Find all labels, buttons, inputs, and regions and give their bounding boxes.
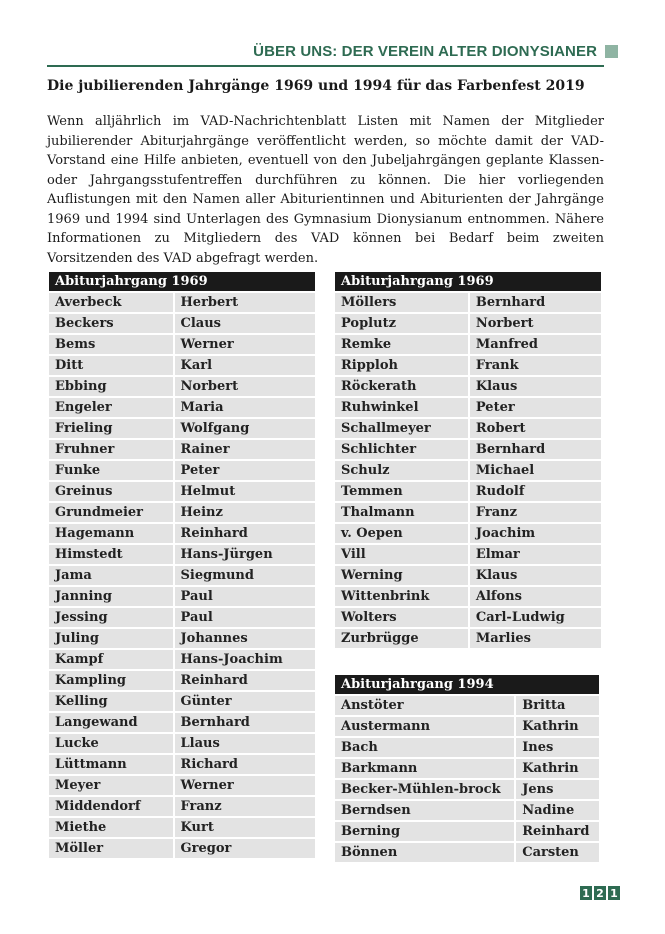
- table-row: [49, 713, 315, 732]
- table-row: [335, 801, 599, 820]
- last-name-cell: Fruhner: [49, 440, 175, 459]
- table-row: [335, 314, 601, 333]
- first-name-cell: Franz: [470, 503, 601, 522]
- table-row: [335, 503, 601, 522]
- page-digit: 1: [580, 886, 592, 900]
- table-row: [335, 293, 601, 312]
- first-name-cell: Peter: [175, 461, 315, 480]
- table-row: [49, 755, 315, 774]
- first-name-cell: Maria: [175, 398, 315, 417]
- table-row: [49, 356, 315, 375]
- first-name-cell: Bernhard: [470, 293, 601, 312]
- page-digit: 2: [594, 886, 606, 900]
- last-name-cell: Ditt: [49, 356, 175, 375]
- last-name-cell: Jama: [49, 566, 175, 585]
- last-name-cell: Averbeck: [49, 293, 175, 312]
- table-row: [335, 440, 601, 459]
- last-name-cell: Miethe: [49, 818, 175, 837]
- last-name-cell: Schallmeyer: [335, 419, 470, 438]
- first-name-cell: Britta: [516, 696, 599, 715]
- first-name-cell: Kathrin: [516, 759, 599, 778]
- last-name-cell: Remke: [335, 335, 470, 354]
- article-title: Die jubilierenden Jahrgänge 1969 und 1994 für das Farbenfest 2019: [47, 78, 585, 94]
- last-name-cell: Beckers: [49, 314, 175, 333]
- table-row: [49, 524, 315, 543]
- section-header: [253, 43, 618, 60]
- last-name-cell: Bönnen: [335, 843, 516, 862]
- table-row: [49, 398, 315, 417]
- first-name-cell: Manfred: [470, 335, 601, 354]
- first-name-cell: Llaus: [175, 734, 315, 753]
- table-heading: Abiturjahrgang 1969: [49, 272, 315, 291]
- table-row: [49, 293, 315, 312]
- last-name-cell: Möller: [49, 839, 175, 858]
- last-name-cell: Lucke: [49, 734, 175, 753]
- first-name-cell: Werner: [175, 776, 315, 795]
- first-name-cell: Klaus: [470, 566, 601, 585]
- table-row: [49, 545, 315, 564]
- header-rule: [47, 65, 604, 67]
- first-name-cell: Reinhard: [175, 524, 315, 543]
- table-row: [335, 398, 601, 417]
- table-row: [335, 717, 599, 736]
- last-name-cell: Jessing: [49, 608, 175, 627]
- table-heading: Abiturjahrgang 1969: [335, 272, 601, 291]
- table-row: [335, 780, 599, 799]
- header-square-marker: [605, 45, 618, 58]
- first-name-cell: Elmar: [470, 545, 601, 564]
- first-name-cell: Bernhard: [470, 440, 601, 459]
- last-name-cell: Anstöter: [335, 696, 516, 715]
- table-row: [335, 759, 599, 778]
- last-name-cell: Greinus: [49, 482, 175, 501]
- first-name-cell: Claus: [175, 314, 315, 333]
- table-row: [335, 738, 599, 757]
- last-name-cell: Vill: [335, 545, 470, 564]
- last-name-cell: Schulz: [335, 461, 470, 480]
- last-name-cell: v. Oepen: [335, 524, 470, 543]
- last-name-cell: Hagemann: [49, 524, 175, 543]
- first-name-cell: Jens: [516, 780, 599, 799]
- table-row: [49, 734, 315, 753]
- table-row: [335, 461, 601, 480]
- first-name-cell: Carsten: [516, 843, 599, 862]
- last-name-cell: Zurbrügge: [335, 629, 470, 648]
- last-name-cell: Thalmann: [335, 503, 470, 522]
- table-heading: Abiturjahrgang 1994: [335, 675, 599, 694]
- last-name-cell: Grundmeier: [49, 503, 175, 522]
- first-name-cell: Rudolf: [470, 482, 601, 501]
- page-digit: 1: [608, 886, 620, 900]
- table-row: [49, 377, 315, 396]
- last-name-cell: Austermann: [335, 717, 516, 736]
- table-row: [335, 843, 599, 862]
- first-name-cell: Michael: [470, 461, 601, 480]
- table-row: [49, 776, 315, 795]
- last-name-cell: Meyer: [49, 776, 175, 795]
- table-row: [335, 566, 601, 585]
- first-name-cell: Carl-Ludwig: [470, 608, 601, 627]
- table-row: [49, 797, 315, 816]
- last-name-cell: Becker-Mühlen-brock: [335, 780, 516, 799]
- first-name-cell: Siegmund: [175, 566, 315, 585]
- first-name-cell: Kurt: [175, 818, 315, 837]
- last-name-cell: Funke: [49, 461, 175, 480]
- first-name-cell: Nadine: [516, 801, 599, 820]
- last-name-cell: Bach: [335, 738, 516, 757]
- first-name-cell: Paul: [175, 587, 315, 606]
- last-name-cell: Temmen: [335, 482, 470, 501]
- first-name-cell: Peter: [470, 398, 601, 417]
- table-row: [49, 566, 315, 585]
- last-name-cell: Wolters: [335, 608, 470, 627]
- first-name-cell: Norbert: [470, 314, 601, 333]
- table-row: [49, 419, 315, 438]
- last-name-cell: Ebbing: [49, 377, 175, 396]
- first-name-cell: Rainer: [175, 440, 315, 459]
- last-name-cell: Bems: [49, 335, 175, 354]
- name-table-1969-a: [49, 270, 315, 860]
- first-name-cell: Bernhard: [175, 713, 315, 732]
- section-title: ÜBER UNS: DER VEREIN ALTER DIONYSIANER: [253, 43, 597, 60]
- last-name-cell: Frieling: [49, 419, 175, 438]
- table-row: [49, 482, 315, 501]
- first-name-cell: Paul: [175, 608, 315, 627]
- table-row: [49, 671, 315, 690]
- table-row: [49, 461, 315, 480]
- table-row: [335, 524, 601, 543]
- table-row: [49, 335, 315, 354]
- last-name-cell: Engeler: [49, 398, 175, 417]
- first-name-cell: Ines: [516, 738, 599, 757]
- first-name-cell: Karl: [175, 356, 315, 375]
- table-row: [49, 608, 315, 627]
- last-name-cell: Kampf: [49, 650, 175, 669]
- last-name-cell: Röckerath: [335, 377, 470, 396]
- table-row: [335, 419, 601, 438]
- first-name-cell: Klaus: [470, 377, 601, 396]
- first-name-cell: Wolfgang: [175, 419, 315, 438]
- last-name-cell: Ruhwinkel: [335, 398, 470, 417]
- last-name-cell: Janning: [49, 587, 175, 606]
- table-row: [335, 482, 601, 501]
- first-name-cell: Heinz: [175, 503, 315, 522]
- table-row: [49, 839, 315, 858]
- table-row: [49, 587, 315, 606]
- table-row: [49, 818, 315, 837]
- table-row: [335, 696, 599, 715]
- table-row: [49, 650, 315, 669]
- article-intro: Wenn alljährlich im VAD-Nachrichtenblatt Listen mit Namen der Mitglieder jubilierender Abiturjahrgänge veröffentlicht werden, so möchte damit der VAD-Vorstand eine Hilfe anbieten, eventuell von den Jubeljahrgängen geplante Klassen- oder Jahrgangsstufentreffen durchführen zu können. Die hier vorliegenden Auflistungen mit den Namen aller Abiturientinnen und Abiturienten der Jahrgänge 1969 und 1994 sind Unterlagen des Gymnasium Dionysianum entnommen. Nähere Informationen zu Mitgliedern des VAD können bei Bedarf beim zweiten Vorsitzenden des VAD abgefragt werden.: [47, 114, 604, 266]
- first-name-cell: Johannes: [175, 629, 315, 648]
- first-name-cell: Gregor: [175, 839, 315, 858]
- first-name-cell: Werner: [175, 335, 315, 354]
- last-name-cell: Juling: [49, 629, 175, 648]
- name-table-1994: [335, 673, 599, 864]
- last-name-cell: Kelling: [49, 692, 175, 711]
- first-name-cell: Reinhard: [175, 671, 315, 690]
- table-row: [49, 440, 315, 459]
- first-name-cell: Hans-Joachim: [175, 650, 315, 669]
- table-row: [49, 314, 315, 333]
- table-row: [49, 629, 315, 648]
- table-row: [335, 608, 601, 627]
- last-name-cell: Berndsen: [335, 801, 516, 820]
- first-name-cell: Franz: [175, 797, 315, 816]
- last-name-cell: Werning: [335, 566, 470, 585]
- table-row: [335, 356, 601, 375]
- last-name-cell: Berning: [335, 822, 516, 841]
- first-name-cell: Frank: [470, 356, 601, 375]
- first-name-cell: Reinhard: [516, 822, 599, 841]
- first-name-cell: Joachim: [470, 524, 601, 543]
- first-name-cell: Alfons: [470, 587, 601, 606]
- last-name-cell: Poplutz: [335, 314, 470, 333]
- table-row: [335, 587, 601, 606]
- first-name-cell: Richard: [175, 755, 315, 774]
- table-row: [335, 629, 601, 648]
- table-row: [49, 692, 315, 711]
- last-name-cell: Middendorf: [49, 797, 175, 816]
- table-row: [49, 503, 315, 522]
- last-name-cell: Kampling: [49, 671, 175, 690]
- table-row: [335, 822, 599, 841]
- first-name-cell: Helmut: [175, 482, 315, 501]
- first-name-cell: Marlies: [470, 629, 601, 648]
- table-row: [335, 335, 601, 354]
- first-name-cell: Günter: [175, 692, 315, 711]
- last-name-cell: Himstedt: [49, 545, 175, 564]
- page-number: [580, 886, 620, 900]
- first-name-cell: Norbert: [175, 377, 315, 396]
- last-name-cell: Schlichter: [335, 440, 470, 459]
- last-name-cell: Ripploh: [335, 356, 470, 375]
- last-name-cell: Möllers: [335, 293, 470, 312]
- table-row: [335, 545, 601, 564]
- name-table-1969-b: [335, 270, 601, 650]
- table-row: [335, 377, 601, 396]
- last-name-cell: Wittenbrink: [335, 587, 470, 606]
- first-name-cell: Kathrin: [516, 717, 599, 736]
- last-name-cell: Lüttmann: [49, 755, 175, 774]
- last-name-cell: Barkmann: [335, 759, 516, 778]
- first-name-cell: Herbert: [175, 293, 315, 312]
- first-name-cell: Hans-Jürgen: [175, 545, 315, 564]
- last-name-cell: Langewand: [49, 713, 175, 732]
- first-name-cell: Robert: [470, 419, 601, 438]
